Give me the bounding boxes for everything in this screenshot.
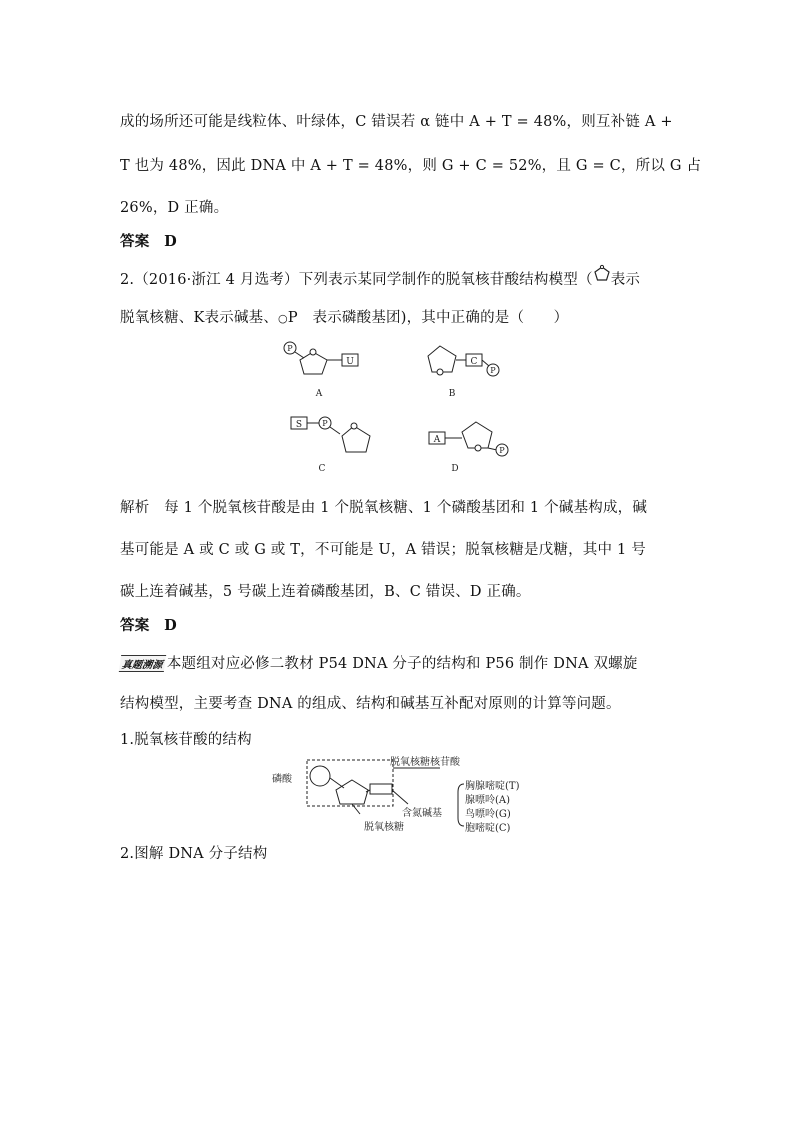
text-line: 26%，D 正确。	[120, 200, 229, 216]
section-heading: 2.图解 DNA 分子结构	[120, 846, 268, 862]
option-d-label: D	[451, 464, 459, 474]
options-diagram	[0, 338, 794, 478]
base-c: 胞嘧啶(C)	[465, 823, 511, 834]
option-d[interactable]	[429, 422, 508, 474]
base-g: 鸟嘌呤(G)	[465, 809, 511, 820]
option-a[interactable]	[284, 342, 358, 399]
option-b-label: B	[448, 389, 456, 399]
option-d-base: A	[433, 435, 441, 445]
text-line: 成的场所还可能是线粒体、叶绿体，C 错误若 α 链中 A + T = 48%，则互补链 A +	[120, 114, 673, 130]
option-b-phosphate: P	[490, 366, 496, 375]
option-c[interactable]	[291, 417, 370, 474]
analysis-line: 解析 每 1 个脱氧核苷酸是由 1 个脱氧核糖、1 个磷酸基团和 1 个碱基构成，碱	[120, 500, 648, 516]
question-text: 表示碱基、	[204, 310, 279, 326]
option-a-phosphate: P	[287, 344, 293, 353]
answer-line: 答案 D	[120, 617, 177, 634]
text-line: T 也为 48%，因此 DNA 中 A + T = 48%，则 G + C = 52%，且 G = C，所以 G 占	[120, 158, 702, 174]
option-c-label: C	[318, 464, 326, 474]
source-line: 结构模型，主要考查 DNA 的组成、结构和碱基互补配对原则的计算等问题。	[120, 696, 621, 712]
source-line	[120, 652, 638, 673]
phosphate-circle-icon: ○	[278, 312, 288, 325]
question-line	[120, 268, 640, 291]
phosphate-label: 磷酸	[272, 774, 292, 785]
analysis-line: 碳上连着碱基，5 号碳上连着磷酸基团，B、C 错误、D 正确。	[120, 584, 531, 600]
question-text: 表示	[610, 272, 641, 288]
base-a: 腺嘌呤(A)	[465, 795, 511, 806]
option-b-base: C	[470, 357, 478, 367]
answer-line: 答案 D	[120, 233, 177, 250]
source-text: 本题组对应必修二教材 P54 DNA 分子的结构和 P56 制作 DNA 双螺旋	[166, 656, 638, 672]
pentagon-icon	[593, 269, 611, 291]
question-text: 2.（2016·浙江 4 月选考）下列表示某同学制作的脱氧核苷酸结构模型（	[120, 272, 593, 288]
base-label: 含氮碱基	[402, 808, 442, 819]
option-d-phosphate: P	[499, 446, 505, 455]
base-t: 胸腺嘧啶(T)	[465, 781, 520, 792]
source-tag: 真题溯源	[119, 655, 166, 672]
k-symbol: K	[193, 310, 205, 326]
option-a-base: U	[346, 357, 354, 367]
deoxyribose-label: 脱氧核糖	[364, 822, 404, 833]
option-a-label: A	[315, 389, 323, 399]
option-c-base: S	[295, 420, 303, 430]
nucleotide-diagram	[0, 752, 794, 842]
question-line	[120, 306, 568, 327]
question-text: 表示磷酸基团)，其中正确的是（ ）	[312, 310, 569, 326]
option-b[interactable]	[428, 346, 499, 399]
option-c-phosphate: P	[322, 419, 328, 428]
nucleotide-label: 脱氧核糖核苷酸	[390, 757, 460, 768]
question-text: 脱氧核糖、	[120, 310, 194, 326]
p-symbol: P	[287, 310, 298, 326]
section-heading: 1.脱氧核苷酸的结构	[120, 732, 252, 748]
analysis-line: 基可能是 A 或 C 或 G 或 T，不可能是 U，A 错误；脱氧核糖是戊糖，其中 1 号	[120, 542, 646, 558]
